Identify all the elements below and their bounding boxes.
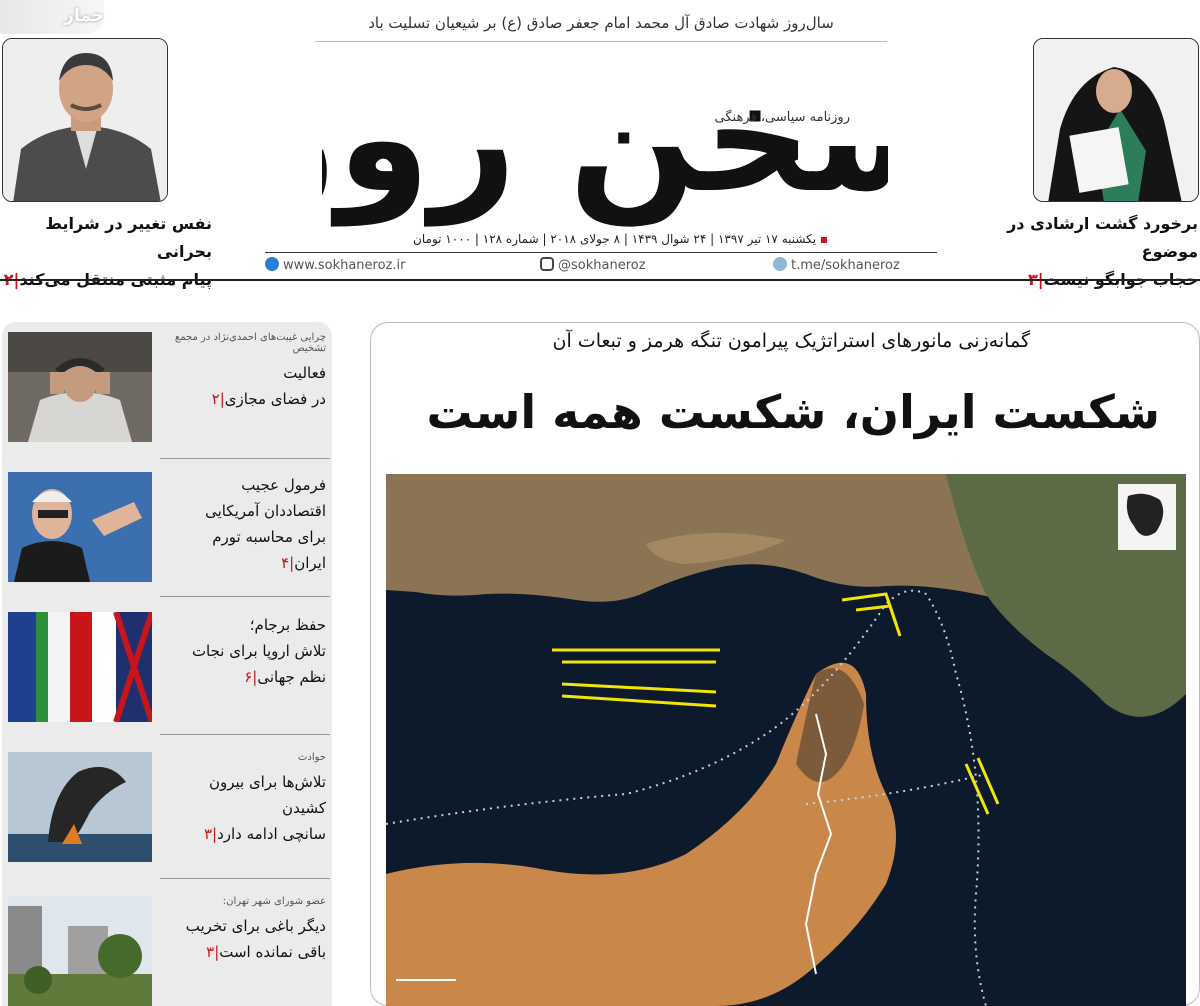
telegram-link[interactable] [773, 257, 900, 273]
main-story-headline[interactable]: شکست ایران، شکست همه است [426, 385, 1160, 439]
sidebar-divider [160, 878, 330, 879]
left-side-headline-line1: نفس تغییر در شرایط بحرانی [45, 214, 212, 261]
left-portrait-photo [2, 38, 168, 202]
main-story-overline: گمانه‌زنی مانورهای استراتژیک پیرامون تنگه هرمز و تبعات آن [552, 330, 1030, 352]
dateline-text: یکشنبه ۱۷ تیر ۱۳۹۷ | ۲۴ شوال ۱۴۳۹ | ۸ جولای ۲۰۱۸ | شماره ۱۲۸ | ۱۰۰۰ تومان [413, 232, 817, 246]
sidebar-item-thumbnail [8, 896, 152, 1006]
sidebar-item-title: فرمول عجیب [241, 476, 326, 494]
masthead-divider [265, 252, 937, 253]
publication-type: روزنامه سیاسی، فرهنگی [714, 110, 850, 125]
dateline-bullet: ▪ [816, 232, 828, 246]
sidebar-item-kicker: حوادث [298, 752, 326, 763]
sidebar-item-page: ۳ [203, 825, 213, 843]
page-separator: | [1037, 270, 1044, 289]
header-bottom-rule [0, 279, 1200, 281]
telegram-icon [773, 257, 787, 271]
left-side-headline-line2: پیام مثبتی منتقل می‌کند [19, 270, 212, 289]
sidebar-divider [160, 596, 330, 597]
social-links [265, 257, 937, 277]
sidebar-divider [160, 458, 330, 459]
instagram-text: @sokhaneroz [558, 258, 646, 273]
telegram-text: t.me/sokhaneroz [791, 258, 900, 273]
right-side-headline-page: ۳ [1027, 270, 1038, 289]
sidebar-item-thumbnail [8, 612, 152, 722]
sidebar-divider [160, 734, 330, 735]
watermark-logo: جمار [0, 0, 104, 34]
sidebar-item-title: تلاش اروپا برای نجات [191, 642, 326, 660]
newspaper-logo [322, 40, 888, 228]
dateline [380, 232, 828, 246]
sidebar-item-kicker: عضو شورای شهر تهران: [222, 896, 326, 907]
sidebar-item-title: دیگر باغی برای تخریب [185, 917, 326, 935]
right-side-headline[interactable] [988, 210, 1198, 294]
page-separator: | [212, 825, 218, 843]
page-separator: | [13, 270, 20, 289]
sidebar-item-thumbnail [8, 332, 152, 442]
sidebar-item-title: حفظ برجام؛ [249, 616, 326, 634]
sidebar-item-page: ۴ [281, 554, 290, 572]
logo-wordmark: خن رو [336, 52, 812, 226]
sidebar-item-title: در فضای مجازی [224, 390, 326, 408]
sidebar-item-title: ایران [294, 554, 326, 572]
sidebar-item-title: نظم جهانی [257, 668, 326, 686]
sidebar-item[interactable] [8, 752, 330, 880]
sidebar-item-title: برای محاسبه تورم [212, 528, 326, 546]
sidebar-item-kicker: چرایی غیبت‌های احمدی‌نژاد در مجمع تشخیص [174, 332, 326, 354]
right-side-headline-line1: برخورد گشت ارشادی در موضوع [1007, 214, 1198, 261]
website-text: www.sokhaneroz.ir [283, 258, 406, 273]
page-separator: | [252, 668, 258, 686]
sidebar-item[interactable] [8, 896, 330, 1006]
page-separator: | [214, 943, 220, 961]
sidebar-item-title: اقتصاددان آمریکایی [205, 502, 326, 520]
left-side-headline-page: ۲ [3, 270, 14, 289]
instagram-link[interactable] [540, 257, 646, 273]
sidebar-item[interactable] [8, 612, 330, 740]
sidebar-item-title: سانچی ادامه دارد [217, 825, 326, 843]
sidebar-item-title: فعالیت [283, 364, 326, 382]
browser-icon [265, 257, 279, 271]
right-portrait-photo [1033, 38, 1199, 202]
sidebar-item-page: ۲ [211, 390, 220, 408]
sidebar-item-page: ۶ [244, 668, 253, 686]
sidebar-item-title: تلاش‌ها برای بیرون کشیدن [208, 773, 326, 817]
page-separator: | [219, 390, 225, 408]
sidebar-item-page: ۳ [206, 943, 215, 961]
strait-of-hormuz-satellite-map [386, 474, 1186, 1006]
tagline: سال‌روز شهادت صادق آل محمد امام جعفر صادق (ع) بر شیعیان تسلیت باد [315, 14, 887, 42]
sidebar-item-thumbnail [8, 752, 152, 862]
instagram-icon [540, 257, 554, 271]
website-link[interactable] [265, 257, 405, 273]
left-side-headline[interactable] [2, 210, 212, 294]
sidebar-item[interactable] [8, 472, 330, 600]
sidebar-item-title: باقی نمانده است [219, 943, 326, 961]
right-side-headline-line2: حجاب جوابگو نیست [1043, 270, 1198, 289]
page-separator: | [289, 554, 295, 572]
sidebar-item[interactable] [8, 332, 330, 460]
sidebar-item-thumbnail [8, 472, 152, 582]
